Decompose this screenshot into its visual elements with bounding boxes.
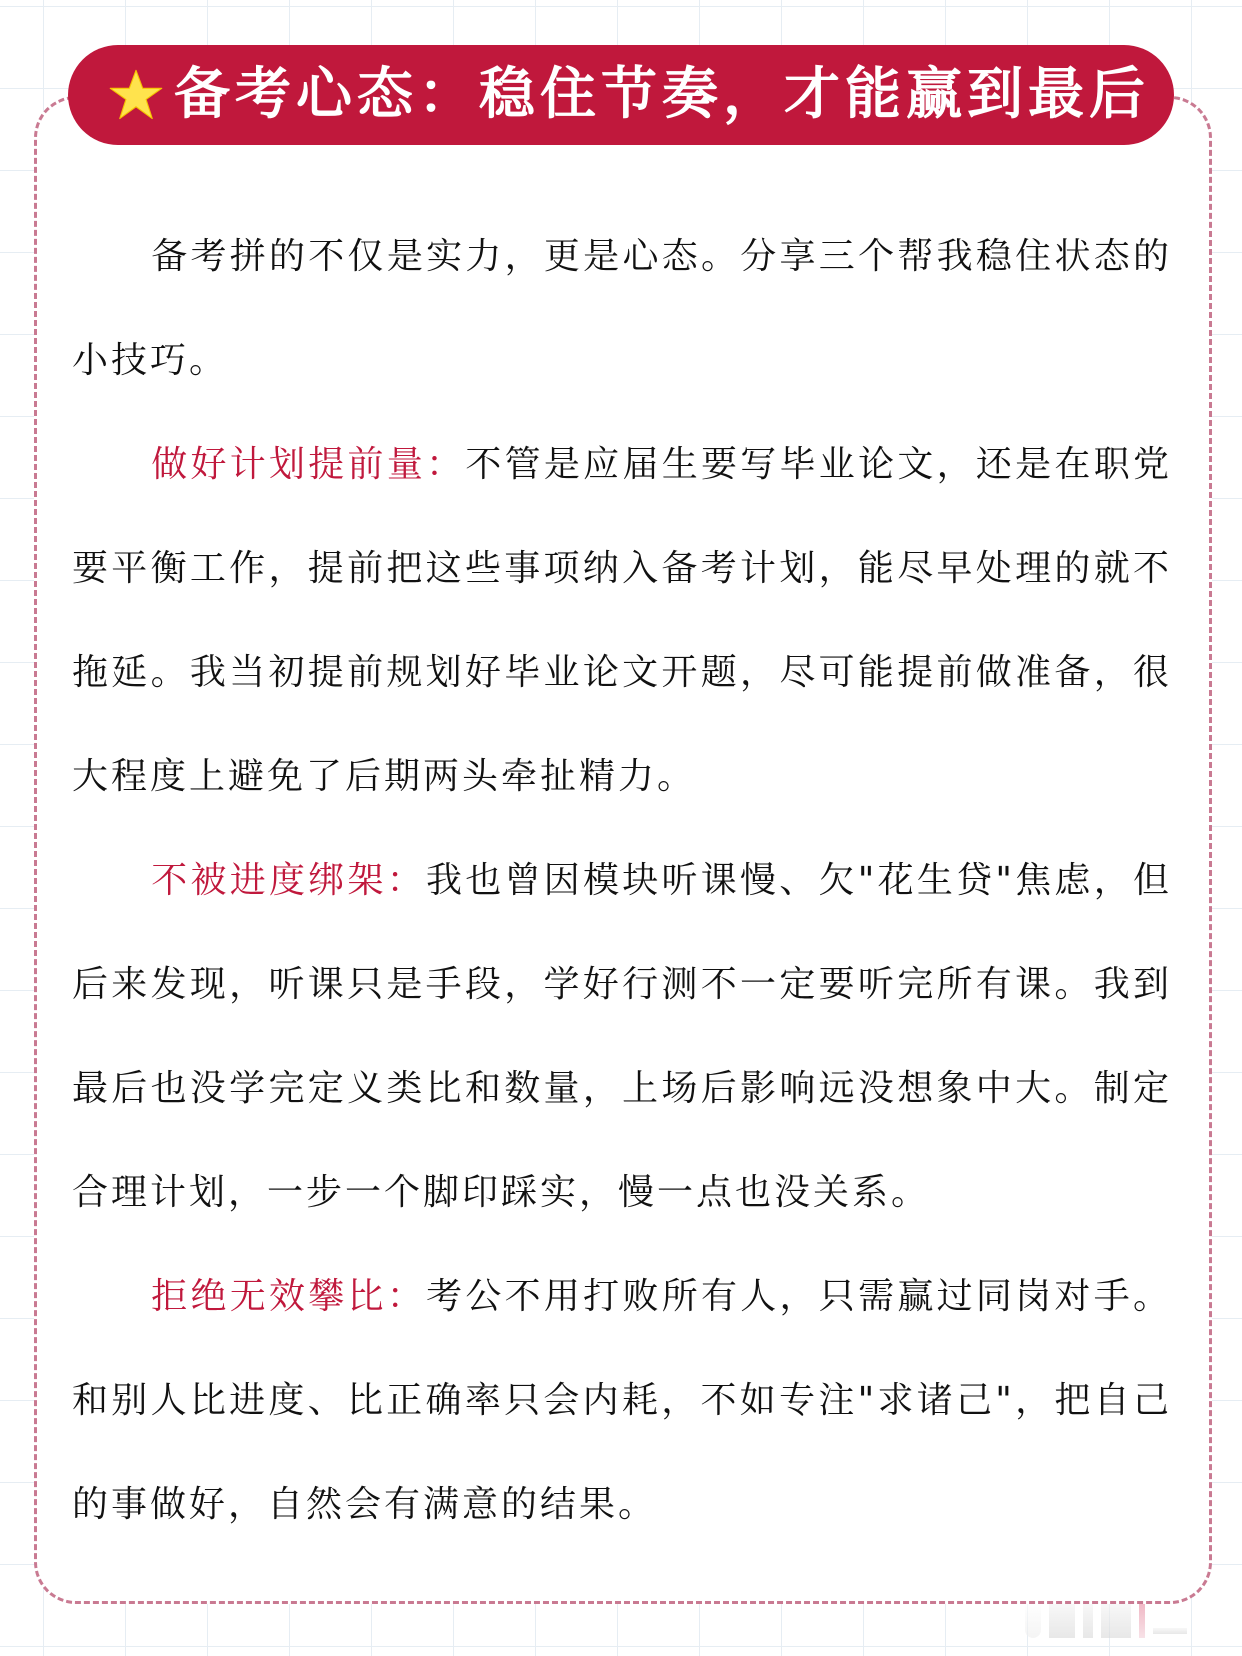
star-icon <box>108 67 164 123</box>
section-heading: 做好计划提前量： <box>151 444 466 485</box>
section-body: 我也曾因模块听课慢、欠"花生贷"焦虑，但后来发现，听课只是手段，学好行测不一定要听完所有课。我到最后也没学完定义类比和数量，上场后影响远没想象中大。制定合理计划，一步一个脚印踩实，慢一点也没关系。 <box>72 860 1172 1213</box>
intro-paragraph: 备考拼的不仅是实力，更是心态。分享三个帮我稳住状态的小技巧。 <box>72 236 1172 381</box>
section-paragraph <box>72 1245 1172 1557</box>
section-body: 不管是应届生要写毕业论文，还是在职党要平衡工作，提前把这些事项纳入备考计划，能尽早处理的就不拖延。我当初提前规划好毕业论文开题，尽可能提前做准备，很大程度上避免了后期两头牵扯精力。 <box>72 444 1172 797</box>
title-banner <box>68 45 1174 145</box>
page-title: 备考心态：稳住节奏，才能赢到最后 <box>174 62 1150 127</box>
section-heading: 拒绝无效攀比： <box>151 1276 427 1317</box>
watermark <box>1025 1598 1225 1638</box>
section-body: 考公不用打败所有人，只需赢过同岗对手。和别人比进度、比正确率只会内耗，不如专注"求诸己"，把自己的事做好，自然会有满意的结果。 <box>72 1276 1172 1525</box>
article-body <box>72 205 1172 1557</box>
section-heading: 不被进度绑架： <box>151 860 426 901</box>
section-paragraph <box>72 413 1172 829</box>
section-paragraph <box>72 829 1172 1245</box>
